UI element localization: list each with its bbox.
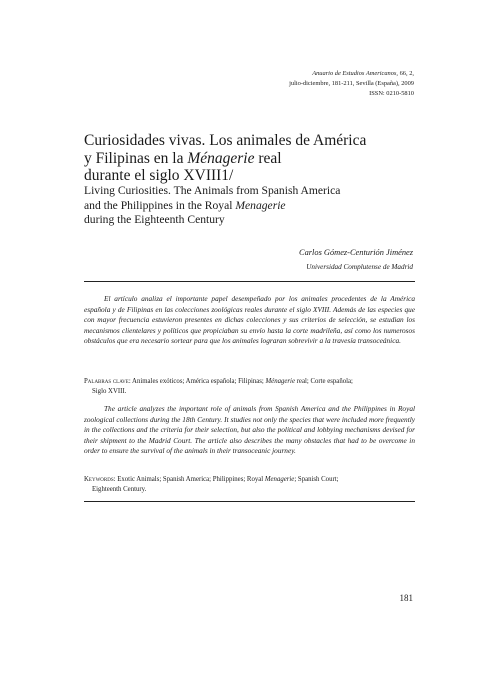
title-en-line-2 (84, 199, 424, 214)
title-en-line-3: during the Eighteenth Century (84, 213, 225, 226)
keywords-es-line-1 (84, 377, 415, 387)
keywords-en-label: Keywords: (84, 476, 116, 483)
journal-issue-line: julio-diciembre, 181-211, Sevilla (España), 2009 (289, 80, 414, 87)
bottom-divider (84, 501, 415, 502)
keywords-es-italic: Ménagerie (265, 378, 295, 385)
journal-volume: 66, 2, (399, 70, 414, 77)
author-affiliation: Universidad Complutense de Madrid (306, 263, 413, 271)
title-en-line-1: Living Curiosities. The Animals from Spanish America (84, 184, 341, 197)
keywords-es-text: Animales exóticos; América española; Filipinas; (130, 378, 266, 385)
journal-issn: ISSN: 0210-5810 (369, 90, 414, 97)
keywords-es-line-2: Siglo XVIII. (92, 388, 127, 395)
page-number: 181 (399, 593, 413, 603)
keywords-en-text: ; Spanish Court; (294, 476, 339, 483)
title-es-italic: Ménagerie (187, 149, 255, 167)
keywords-en-line-1 (84, 475, 415, 485)
keywords-spanish (84, 377, 415, 397)
title-es-line-3: durante el siglo XVIII1/ (84, 167, 234, 184)
keywords-en-italic: Menagerie (264, 476, 295, 483)
keywords-es-text: real; Corte española; (294, 378, 353, 385)
article-title-spanish (84, 132, 424, 185)
abstract-english: The article analyzes the important role of animals from Spanish America and the Philippines in Royal zoological collections during the 18th Century. It studies not only the species that were included more frequently in the collections and the criteria for their selection, but also the political and lobbying mechanisms devised for their shipment to the Madrid Court. The article also describes the many obstacles that had to be overcome in order to ensure the survival of the animals in their transoceanic journey. (84, 404, 415, 455)
abstract-spanish: El artículo analiza el importante papel desempeñado por los animales procedentes de la América española y de Filipinas en las colecciones zoológicas reales durante el siglo XVIII. Además de las especies que con mayor frecuencia estuvieron presentes en dichas colecciones y sus criterios de selección, se estudian los mecanismos clientelares y políticos que propiciaban su envío hasta la corte madrileña, así como los numerosos obstáculos que era necesario sortear para que los animales lograran sobrevivir a la travesía transoceánica. (84, 294, 415, 345)
title-es-text: real (254, 149, 282, 167)
title-en-text: and the Philippines in the Royal (84, 198, 236, 212)
author-name: Carlos Gómez-Centurión Jiménez (299, 248, 413, 257)
journal-name: Anuario de Estudios Americanos, (312, 70, 398, 77)
top-divider (84, 281, 415, 282)
title-es-text: y Filipinas en la (84, 149, 188, 167)
keywords-en-line-2: Eighteenth Century. (92, 486, 147, 493)
journal-header (289, 69, 414, 99)
article-title-english (84, 184, 424, 228)
title-es-line-1: Curiosidades vivas. Los animales de América (84, 132, 367, 149)
keywords-es-label: Palabras clave: (84, 378, 131, 385)
title-en-italic: Menagerie (235, 198, 286, 212)
journal-citation-line (289, 69, 414, 79)
keywords-en-text: Exotic Animals; Spanish America; Philippines; Royal (115, 476, 265, 483)
title-es-line-2 (84, 150, 424, 168)
keywords-english (84, 475, 415, 495)
